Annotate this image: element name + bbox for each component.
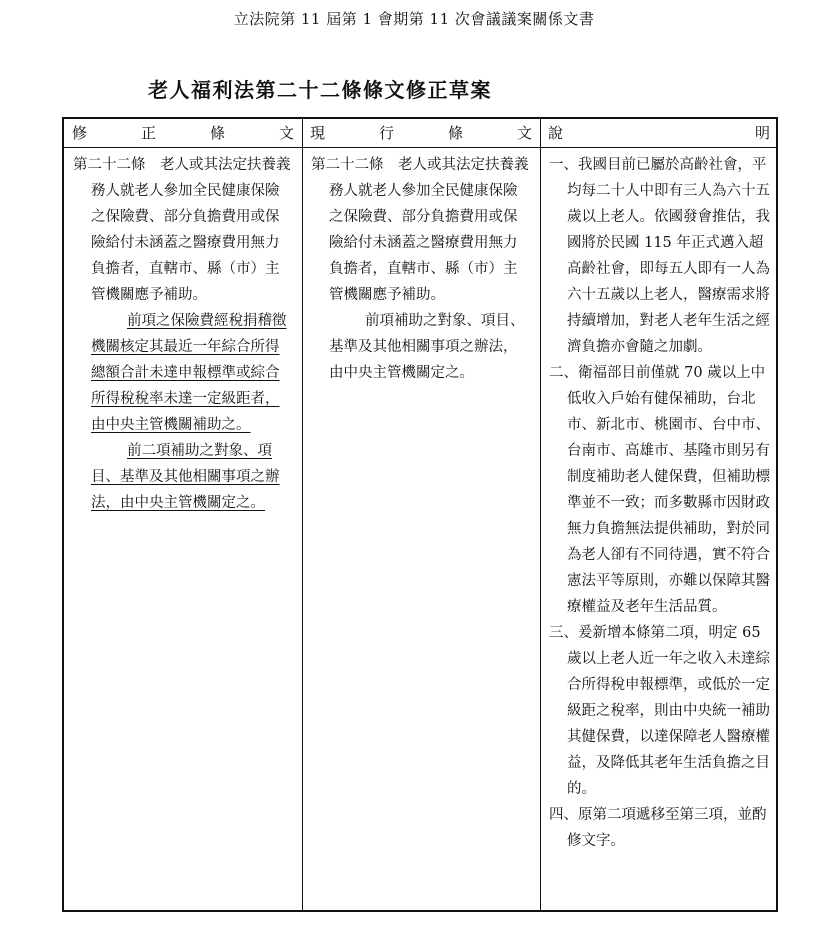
- current-paragraph-2: 前項補助之對象、項目、基準及其他相關事項之辦法，由中央主管機關定之。: [329, 313, 525, 381]
- explanation-item-1: 一、我國目前已屬於高齡社會，平均每二十人中即有三人為六十五歲以上老人。依國發會推估，我國將於民國 115 年正式邁入超高齡社會，即每五人即有一人為六十五歲以上老人，醫療需求將持續增加，對老人老年生活之經濟負擔亦會隨之加劇。: [549, 157, 770, 355]
- document-header: 立法院第 11 屆第 1 會期第 11 次會議議案關係文書: [233, 10, 595, 28]
- header-explanation: 說 明: [548, 124, 770, 142]
- amended-new-paragraph: 前項之保險費經稅捐稽徵機關核定其最近一年綜合所得總額合計未達申報標準或綜合所得稅稅率未達一定級距者，由中央主管機關補助之。: [91, 313, 287, 433]
- header-current: 現 行 條 文: [310, 124, 532, 142]
- document-title: 老人福利法第二十二條條文修正草案: [148, 78, 492, 102]
- amended-column: [73, 152, 293, 516]
- comparison-table: [62, 117, 778, 912]
- current-column: [311, 152, 531, 386]
- explanation-item-4: 四、原第二項遞移至第三項，並酌修文字。: [549, 807, 767, 849]
- amended-article-text: 第二十二條 老人或其法定扶養義務人就老人參加全民健康保險之保險費、部分負擔費用或保險給付未涵蓋之醫療費用無力負擔者，直轄市、縣（市）主管機關應予補助。: [73, 157, 291, 303]
- amended-moved-paragraph: 前二項補助之對象、項目、基準及其他相關事項之辦法，由中央主管機關定之。: [91, 443, 280, 511]
- header-amended: 修 正 條 文: [72, 124, 294, 142]
- current-article-text: 第二十二條 老人或其法定扶養義務人就老人參加全民健康保險之保險費、部分負擔費用或保險給付未涵蓋之醫療費用無力負擔者，直轄市、縣（市）主管機關應予補助。: [311, 157, 529, 303]
- column-divider: [302, 119, 303, 910]
- column-divider: [540, 119, 541, 910]
- explanation-item-2: 二、衛福部目前僅就 70 歲以上中低收入戶始有健保補助，台北市、新北市、桃園市、台中市、台南市、高雄市、基隆市則另有制度補助老人健保費，但補助標準並不一致；而多數縣市因財政無力負擔無法提供補助，對於同為老人卻有不同待遇，實不符合憲法平等原則，亦難以保障其醫療權益及老年生活品質。: [549, 365, 770, 615]
- explanation-item-3: 三、爰新增本條第二項，明定 65 歲以上老人近一年之收入未達綜合所得稅申報標準，或低於一定級距之稅率，則由中央統一補助其健保費，以達保障老人醫療權益，及降低其老年生活負擔之目的。: [549, 625, 770, 797]
- explanation-column: [549, 152, 771, 854]
- header-divider: [64, 147, 776, 148]
